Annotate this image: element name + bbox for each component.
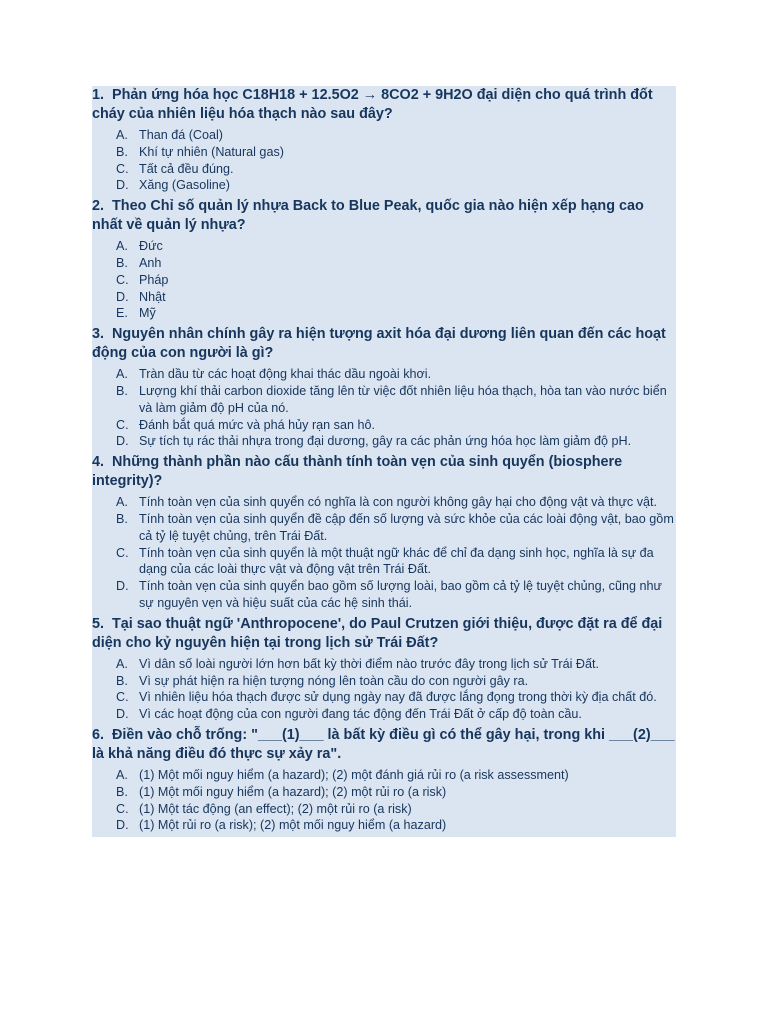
option-text: Vì nhiên liệu hóa thạch được sử dụng ngày nay đã được lắng đọng trong thời kỳ địa chất đó.	[139, 690, 657, 705]
answer-options	[92, 491, 676, 615]
question-text: Những thành phần nào cấu thành tính toàn vẹn của sinh quyển (biosphere integrity)?	[92, 454, 623, 490]
option-letter: C.	[116, 417, 129, 432]
question-4	[92, 453, 676, 615]
question-number: 1.	[92, 87, 105, 103]
question-text: Nguyên nhân chính gây ra hiện tượng axit hóa đại dương liên quan đến các hoạt động của con người là gì?	[92, 326, 666, 362]
quiz-list	[92, 86, 676, 837]
option-text: Xăng (Gasoline)	[139, 178, 231, 193]
answer-option	[92, 366, 676, 383]
option-letter: D.	[116, 178, 129, 193]
answer-option	[92, 767, 676, 784]
option-text: Mỹ	[139, 306, 156, 321]
option-text: Khí tự nhiên (Natural gas)	[139, 144, 284, 159]
answer-option	[92, 417, 676, 434]
option-text: Vì sự phát hiện ra hiện tượng nóng lên toàn cầu do con người gây ra.	[139, 673, 529, 688]
option-letter: D.	[116, 434, 129, 449]
answer-options	[92, 235, 676, 325]
option-letter: B.	[116, 511, 128, 526]
option-letter: B.	[116, 255, 128, 270]
answer-option	[92, 673, 676, 690]
question-6	[92, 726, 676, 837]
option-text: Tính toàn vẹn của sinh quyển là một thuật ngữ khác để chỉ đa dạng sinh học, nghĩa là sự đa dạng của các loài thực vật và động vật trên Trái Đất.	[139, 545, 654, 577]
option-letter: E.	[116, 306, 128, 321]
option-letter: D.	[116, 818, 129, 833]
option-letter: C.	[116, 161, 129, 176]
answer-options	[92, 363, 676, 453]
question-3	[92, 325, 676, 453]
question-number: 4.	[92, 454, 105, 471]
option-text: Tính toàn vẹn của sinh quyển đề cập đến số lượng và sức khỏe của các loài động vật, bao gồm cả tỷ lệ tuyệt chủng, trên Trái Đất.	[139, 511, 674, 543]
question-text: Theo Chỉ số quản lý nhựa Back to Blue Peak, quốc gia nào hiện xếp hạng cao nhất về quản lý nhựa?	[92, 198, 644, 234]
answer-option	[92, 689, 676, 706]
option-letter: B.	[116, 784, 128, 799]
answer-option	[92, 433, 676, 450]
question-text: Tại sao thuật ngữ 'Anthropocene', do Paul Crutzen giới thiệu, được đặt ra để đại diện cho kỷ nguyên hiện tại trong lịch sử Trái Đất?	[92, 615, 663, 651]
option-letter: A.	[116, 128, 128, 142]
option-text: Lượng khí thải carbon dioxide tăng lên từ việc đốt nhiên liệu hóa thạch, hòa tan vào nước biển và làm giảm độ pH của nó.	[139, 383, 667, 415]
option-letter: A.	[116, 367, 128, 382]
option-letter: A.	[116, 239, 128, 254]
option-letter: B.	[116, 383, 128, 398]
question-title	[92, 615, 676, 653]
answer-option	[92, 706, 676, 723]
option-text: Đánh bắt quá mức và phá hủy rạn san hô.	[139, 417, 375, 432]
question-5	[92, 615, 676, 726]
option-letter: C.	[116, 801, 129, 816]
question-text: Điền vào chỗ trống: "___(1)___ là bất kỳ điều gì có thể gây hại, trong khi ___(2)___ là khả năng điều đó thực sự xảy ra".	[92, 726, 675, 762]
option-letter: A.	[116, 767, 128, 782]
answer-options	[92, 653, 676, 726]
answer-option	[92, 545, 676, 579]
answer-option	[92, 656, 676, 673]
question-1	[92, 86, 676, 197]
answer-options	[92, 124, 676, 197]
question-text: Phản ứng hóa học C18H18 + 12.5O2 → 8CO2 + 9H2O đại diện cho quá trình đốt cháy của nhiên liệu hóa thạch nào sau đây?	[92, 87, 653, 122]
option-letter: D.	[116, 707, 129, 722]
option-text: Than đá (Coal)	[139, 128, 223, 142]
option-text: Tính toàn vẹn của sinh quyển có nghĩa là con người không gây hại cho động vật và thực vật.	[139, 495, 658, 510]
answer-option	[92, 578, 676, 612]
option-letter: B.	[116, 673, 128, 688]
answer-option	[92, 801, 676, 818]
answer-option	[92, 289, 676, 306]
question-title	[92, 197, 676, 235]
answer-options	[92, 764, 676, 837]
option-text: (1) Một mối nguy hiểm (a hazard); (2) một đánh giá rủi ro (a risk assessment)	[139, 767, 569, 782]
question-title	[92, 325, 676, 363]
option-text: (1) Một rủi ro (a risk); (2) một mối nguy hiểm (a hazard)	[139, 818, 447, 833]
option-text: Vì các hoạt động của con người đang tác động đến Trái Đất ở cấp độ toàn cầu.	[139, 707, 582, 722]
answer-option	[92, 383, 676, 417]
option-letter: B.	[116, 144, 128, 159]
option-letter: D.	[116, 289, 129, 304]
option-text: Tràn dầu từ các hoạt động khai thác dầu ngoài khơi.	[139, 367, 432, 382]
option-text: Pháp	[139, 272, 169, 287]
answer-option	[92, 161, 676, 178]
answer-option	[92, 238, 676, 255]
option-text: Sự tích tụ rác thải nhựa trong đại dương, gây ra các phản ứng hóa học làm giảm độ pH.	[139, 434, 632, 449]
answer-option	[92, 127, 676, 144]
question-number: 5.	[92, 615, 105, 632]
option-text: Tính toàn vẹn của sinh quyển bao gồm số lượng loài, bao gồm cả tỷ lệ tuyệt chủng, cũng như sự nguyên vẹn và hiệu suất của các hệ sinh thái.	[139, 579, 662, 610]
question-number: 3.	[92, 326, 105, 343]
option-text: Tất cả đều đúng.	[139, 161, 234, 176]
option-text: Nhật	[139, 289, 166, 304]
option-text: Đức	[139, 239, 163, 254]
question-number: 2.	[92, 198, 105, 215]
option-letter: A.	[116, 656, 128, 671]
answer-option	[92, 511, 676, 545]
option-letter: C.	[116, 272, 129, 287]
answer-option	[92, 494, 676, 511]
answer-option	[92, 272, 676, 289]
question-title	[92, 726, 676, 764]
option-letter: D.	[116, 579, 129, 594]
option-text: Anh	[139, 255, 162, 270]
option-text: Vì dân số loài người lớn hơn bất kỳ thời điểm nào trước đây trong lịch sử Trái Đất.	[139, 656, 599, 671]
question-title	[92, 453, 676, 491]
option-letter: C.	[116, 690, 129, 705]
option-letter: A.	[116, 495, 128, 510]
question-title	[92, 86, 676, 124]
answer-option	[92, 255, 676, 272]
answer-option	[92, 305, 676, 322]
question-number: 6.	[92, 726, 105, 743]
answer-option	[92, 144, 676, 161]
option-text: (1) Một tác động (an effect); (2) một rủi ro (a risk)	[139, 801, 412, 816]
answer-option	[92, 784, 676, 801]
answer-option	[92, 817, 676, 834]
question-2	[92, 197, 676, 325]
option-letter: C.	[116, 545, 129, 560]
answer-option	[92, 177, 676, 194]
option-text: (1) Một mối nguy hiểm (a hazard); (2) một rủi ro (a risk)	[139, 784, 447, 799]
